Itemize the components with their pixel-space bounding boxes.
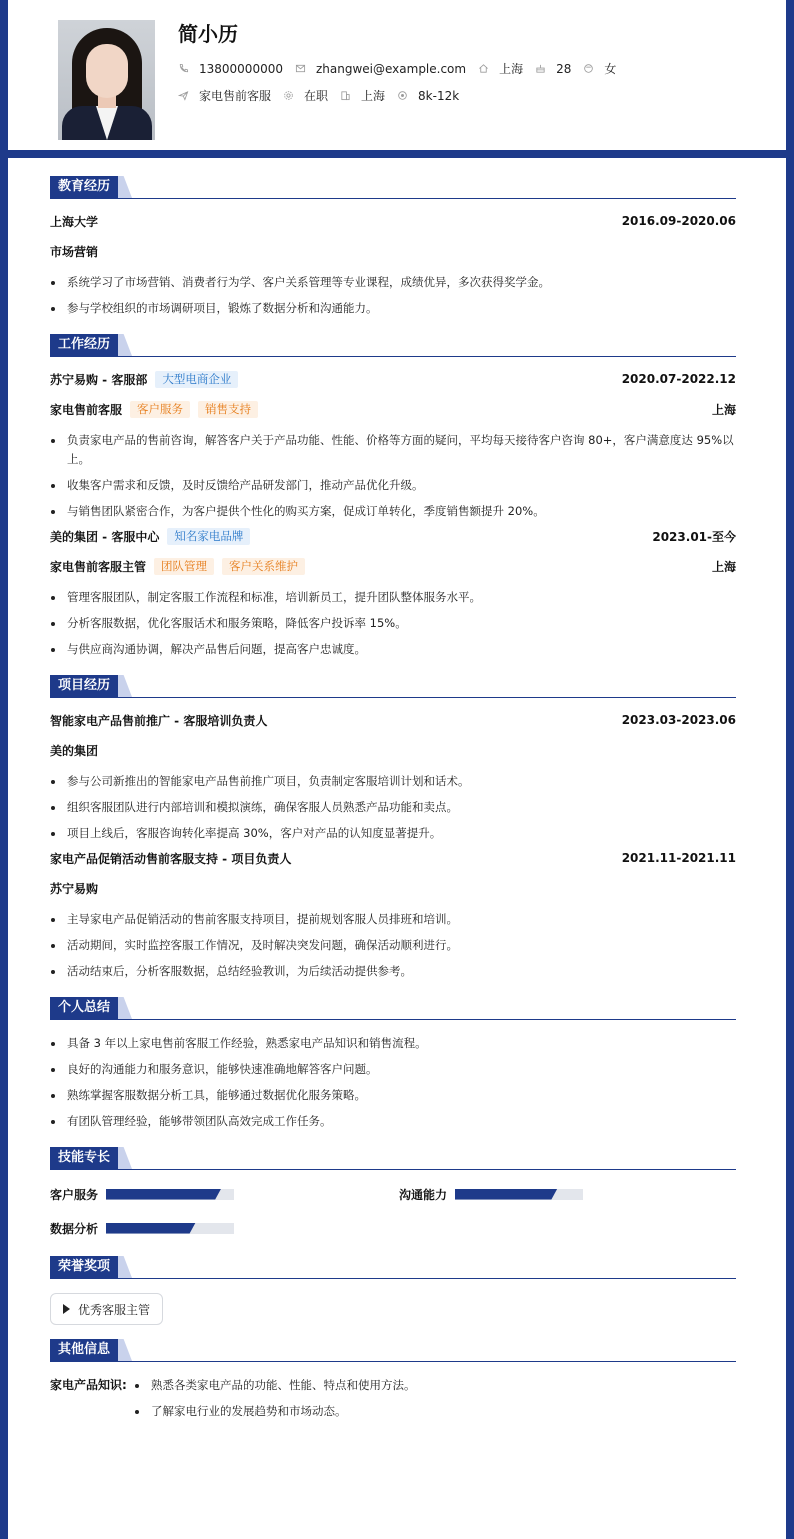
section-title: 荣誉奖项: [50, 1256, 118, 1278]
age-text: 28: [556, 61, 572, 76]
list-item: 系统学习了市场营销、消费者行为学、客户关系管理等专业课程，成绩优异，多次获得奖学金。: [50, 273, 736, 292]
job-period: 2023.01-至今: [652, 529, 736, 544]
skill-level-bar: [106, 1223, 234, 1234]
job-header-row: [50, 528, 736, 544]
list-item: 熟悉各类家电产品的功能、性能、特点和使用方法。: [134, 1376, 416, 1395]
skill-tag: 客户服务: [130, 401, 190, 418]
target-position-item: [178, 87, 271, 104]
job-position-row: [50, 401, 736, 417]
skill-tag: 团队管理: [154, 558, 214, 575]
section-header: [50, 997, 736, 1020]
job-location: 上海: [711, 559, 736, 574]
skills-grid: [50, 1184, 736, 1238]
other-info-label: 家电产品知识:: [50, 1378, 127, 1392]
section-title: 其他信息: [50, 1339, 118, 1361]
skill-name: 数据分析: [50, 1221, 99, 1236]
project-period: 2021.11-2021.11: [621, 851, 736, 865]
skill-level-fill: [455, 1189, 557, 1200]
project-name: 家电产品促销活动售前客服支持 - 项目负责人: [50, 851, 292, 866]
projects-section: [50, 675, 736, 981]
school-name: 上海大学: [50, 214, 99, 229]
other-info-bullets: [134, 1376, 416, 1428]
project-header-row: [50, 712, 736, 728]
skill-level-fill: [106, 1223, 196, 1234]
section-title-decoration: [118, 1339, 132, 1361]
skill-level-bar: [106, 1189, 234, 1200]
job-bullets: [50, 431, 736, 521]
skill-item: [399, 1184, 736, 1204]
phone-icon: [178, 63, 189, 74]
major-row: [50, 243, 736, 259]
list-item: 有团队管理经验，能够带领团队高效完成工作任务。: [50, 1112, 736, 1131]
gender-text: 女: [604, 62, 617, 76]
list-item: 参与学校组织的市场调研项目，锻炼了数据分析和沟通能力。: [50, 299, 736, 318]
skill-level-fill: [106, 1189, 221, 1200]
target-city-item: [340, 87, 385, 104]
contact-row: [178, 60, 628, 77]
list-item: 参与公司新推出的智能家电产品售前推广项目，负责制定客服培训计划和话术。: [50, 772, 736, 791]
job-bullets: [50, 588, 736, 659]
list-item: 与销售团队紧密合作，为客户提供个性化的购买方案，促成订单转化，季度销售额提升 20%。: [50, 502, 736, 521]
home-icon: [478, 63, 489, 74]
education-period: 2016.09-2020.06: [621, 214, 736, 228]
target-position-text: 家电售前客服: [199, 89, 272, 103]
mail-icon: [295, 63, 306, 74]
company-tag: 知名家电品牌: [167, 528, 250, 545]
skills-section: [50, 1147, 736, 1238]
project-name: 智能家电产品售前推广 - 客服培训负责人: [50, 713, 268, 728]
list-item: 管理客服团队，制定客服工作流程和标准，培训新员工，提升团队整体服务水平。: [50, 588, 736, 607]
skill-tag: 销售支持: [198, 401, 258, 418]
settings-icon: [283, 90, 294, 101]
skill-item: [50, 1218, 399, 1238]
status-text: 在职: [304, 89, 329, 103]
education-section: [50, 176, 736, 318]
award-chip: [50, 1293, 163, 1325]
job-period: 2020.07-2022.12: [621, 372, 736, 386]
gender-item: [583, 60, 616, 77]
project-org: 美的集团: [50, 743, 99, 758]
building-icon: [340, 90, 351, 101]
list-item: 主导家电产品促销活动的售前客服支持项目，提前规划客服人员排班和培训。: [50, 910, 736, 929]
coin-icon: [397, 90, 408, 101]
project-bullets: [50, 910, 736, 981]
frame-border-left: [0, 0, 8, 158]
age-item: [535, 62, 571, 76]
education-bullets: [50, 273, 736, 318]
gender-icon: [583, 63, 594, 74]
phone-item: [178, 62, 283, 76]
honors-section: [50, 1256, 736, 1325]
list-item: 良好的沟通能力和服务意识，能够快速准确地解答客户问题。: [50, 1060, 736, 1079]
body-border-left: [0, 158, 8, 1539]
job-position: 家电售前客服: [50, 402, 123, 417]
project-org-row: [50, 742, 736, 758]
resume-body: [50, 176, 736, 1428]
company-name: 美的集团 - 客服中心: [50, 529, 160, 544]
phone-text: 13800000000: [199, 61, 283, 76]
section-title-decoration: [118, 1147, 132, 1169]
section-title-decoration: [118, 176, 132, 198]
project-org-row: [50, 880, 736, 896]
project-bullets: [50, 772, 736, 843]
summary-bullets: [50, 1034, 736, 1131]
cake-icon: [535, 63, 546, 74]
section-title: 技能专长: [50, 1147, 118, 1169]
job-location: 上海: [711, 402, 736, 417]
avatar-photo: [58, 20, 155, 140]
header-divider-bar: [0, 150, 794, 158]
section-header: [50, 1147, 736, 1170]
other-section: [50, 1339, 736, 1428]
list-item: 活动结束后，分析客服数据，总结经验教训，为后续活动提供参考。: [50, 962, 736, 981]
section-title: 教育经历: [50, 176, 118, 198]
section-header: [50, 1256, 736, 1279]
section-title: 个人总结: [50, 997, 118, 1019]
list-item: 分析客服数据，优化客服话术和服务策略，降低客户投诉率 15%。: [50, 614, 736, 633]
list-item: 与供应商沟通协调，解决产品售后问题，提高客户忠诚度。: [50, 640, 736, 659]
section-header: [50, 176, 736, 199]
candidate-name: 简小历: [178, 22, 238, 46]
project-org: 苏宁易购: [50, 881, 99, 896]
work-section: [50, 334, 736, 659]
email-text: zhangwei@example.com: [315, 61, 467, 76]
job-intent-row: [178, 87, 471, 104]
list-item: 负责家电产品的售前咨询，解答客户关于产品功能、性能、价格等方面的疑问，平均每天接待客户咨询 80+，客户满意度达 95%以上。: [50, 431, 736, 469]
project-period: 2023.03-2023.06: [621, 713, 736, 727]
section-title-decoration: [118, 675, 132, 697]
section-header: [50, 1339, 736, 1362]
list-item: 收集客户需求和反馈，及时反馈给产品研发部门，推动产品优化升级。: [50, 476, 736, 495]
summary-section: [50, 997, 736, 1131]
skill-tag: 客户关系维护: [222, 558, 305, 575]
section-title: 项目经历: [50, 675, 118, 697]
skill-name: 沟通能力: [399, 1187, 448, 1202]
section-header: [50, 675, 736, 698]
salary-text: 8k-12k: [418, 88, 460, 103]
play-icon: [63, 1304, 70, 1314]
major-name: 市场营销: [50, 244, 99, 259]
list-item: 组织客服团队进行内部培训和模拟演练，确保客服人员熟悉产品功能和卖点。: [50, 798, 736, 817]
list-item: 活动期间，实时监控客服工作情况，及时解决突发问题，确保活动顺利进行。: [50, 936, 736, 955]
email-item: [295, 62, 466, 76]
body-border-right: [786, 158, 794, 1539]
section-title-decoration: [118, 997, 132, 1019]
city-item: [478, 60, 523, 77]
section-title: 工作经历: [50, 334, 118, 356]
section-header: [50, 334, 736, 357]
company-name: 苏宁易购 - 客服部: [50, 372, 148, 387]
list-item: 熟练掌握客服数据分析工具，能够通过数据优化服务策略。: [50, 1086, 736, 1105]
skill-name: 客户服务: [50, 1187, 99, 1202]
skill-level-bar: [455, 1189, 583, 1200]
job-header-row: [50, 371, 736, 387]
project-header-row: [50, 850, 736, 866]
section-title-decoration: [118, 1256, 132, 1278]
award-name: 优秀客服主管: [78, 1302, 151, 1317]
education-row: [50, 213, 736, 229]
target-city-text: 上海: [361, 89, 386, 103]
company-tag: 大型电商企业: [155, 371, 238, 388]
list-item: 具备 3 年以上家电售前客服工作经验，熟悉家电产品知识和销售流程。: [50, 1034, 736, 1053]
salary-item: [397, 89, 459, 103]
list-item: 项目上线后，客服咨询转化率提高 30%，客户对产品的认知度显著提升。: [50, 824, 736, 843]
section-title-decoration: [118, 334, 132, 356]
job-position: 家电售前客服主管: [50, 559, 147, 574]
frame-border-right: [786, 0, 794, 158]
status-item: [283, 87, 328, 104]
skill-item: [50, 1184, 399, 1204]
city-text: 上海: [499, 62, 524, 76]
job-position-row: [50, 558, 736, 574]
send-icon: [178, 90, 189, 101]
other-info-row: [50, 1376, 736, 1428]
list-item: 了解家电行业的发展趋势和市场动态。: [134, 1402, 416, 1421]
